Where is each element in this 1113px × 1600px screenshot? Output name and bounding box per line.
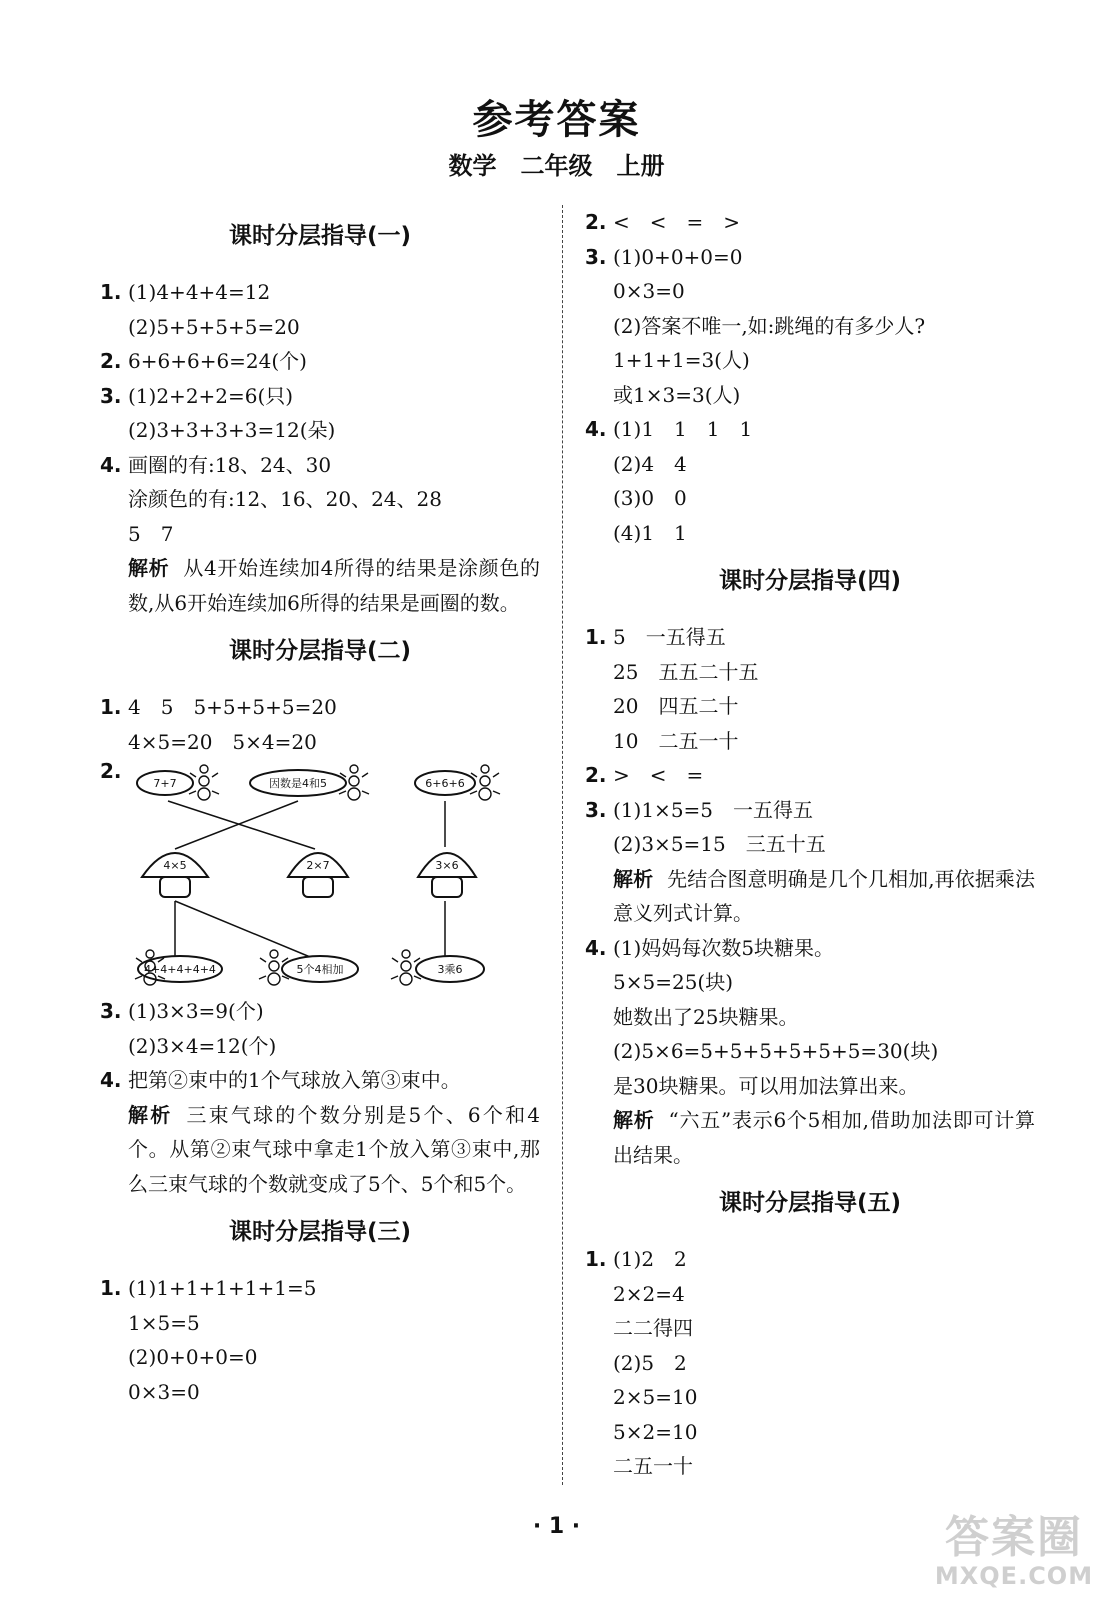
- answer-line: 5×5=25(块): [613, 970, 734, 994]
- answer-line: 涂颜色的有:12、16、20、24、28: [128, 487, 442, 511]
- matching-diagram: [100, 759, 540, 994]
- answer-text: < < = >: [613, 210, 741, 234]
- question-number: 2.: [585, 763, 607, 787]
- answer-line: [585, 758, 1035, 793]
- answer-line: [100, 994, 540, 1029]
- answer-line: 5×2=10: [613, 1419, 698, 1444]
- answer-line: [585, 205, 1035, 240]
- top-label-2: 因数是4和5: [269, 777, 327, 790]
- question-number: 1.: [100, 1276, 122, 1300]
- question-number: 1.: [100, 695, 122, 719]
- question-number: 2.: [100, 349, 122, 373]
- answer-line: [585, 412, 1035, 447]
- question-number: 2.: [100, 759, 122, 783]
- answer-line: (2)0+0+0=0: [128, 1345, 258, 1369]
- watermark-logo: [929, 1514, 1099, 1594]
- mushroom-label-2: 2×7: [306, 859, 330, 872]
- bottom-label-1: 4+4+4+4+4: [144, 963, 216, 976]
- section-title-1: 课时分层指导(一): [228, 223, 412, 249]
- page-title: 参考答案: [472, 97, 641, 143]
- analysis-label: 解析: [613, 866, 654, 891]
- answer-line: (2)5+5+5+5=20: [128, 314, 300, 339]
- answer-text: 把第②束中的1个气球放入第③束中。: [128, 1068, 461, 1092]
- analysis-label: 解析: [128, 1102, 173, 1127]
- answer-line: 或1×3=3(人): [613, 382, 741, 407]
- answer-line: [585, 931, 1035, 966]
- connector-line: [168, 801, 315, 849]
- answer-line: 10 二五一十: [613, 728, 739, 753]
- answer-text: (1)妈妈每次数5块糖果。: [613, 935, 835, 960]
- answer-line: [100, 275, 540, 310]
- question-number: 3.: [100, 383, 122, 408]
- answer-text: (1)1×5=5 一五得五: [613, 797, 814, 822]
- question-number: 4.: [100, 452, 122, 477]
- answer-line: [100, 448, 540, 483]
- section-title-5: 课时分层指导(五): [718, 1190, 902, 1216]
- answer-line: (2)3×4=12(个): [128, 1033, 277, 1058]
- answer-line: (3)0 0: [613, 486, 687, 510]
- question-number: 4.: [100, 1068, 122, 1092]
- answer-line: 她数出了25块糖果。: [613, 1004, 799, 1029]
- answer-line: [100, 1063, 540, 1098]
- answer-line: 4×5=20 5×4=20: [128, 729, 317, 754]
- answer-line: 是30块糖果。可以用加法算出来。: [613, 1073, 919, 1098]
- question-number: 2.: [585, 210, 607, 234]
- analysis-paragraph: [585, 862, 1035, 931]
- analysis-text: 三束气球的个数分别是5个、6个和4个。从第②束气球中拿走1个放入第③束中,那么三束气球的个数就变成了5个、5个和5个。: [128, 1102, 541, 1196]
- answer-line: 1×5=5: [128, 1310, 200, 1335]
- answer-text: (1)0+0+0=0: [613, 244, 743, 269]
- watermark-text: 答案圈: [945, 1512, 1083, 1563]
- analysis-paragraph: [100, 551, 540, 620]
- question-number: 1.: [100, 280, 122, 304]
- answer-line: 2×5=10: [613, 1385, 698, 1409]
- answer-line: (4)1 1: [613, 520, 687, 545]
- question-number: 3.: [100, 999, 122, 1023]
- answer-text: (1)2 2: [613, 1247, 687, 1271]
- answer-text: (1)1 1 1 1: [613, 417, 753, 441]
- answer-line: (2)5×6=5+5+5+5+5+5=30(块): [613, 1039, 939, 1063]
- top-label-3: 6+6+6: [425, 777, 465, 790]
- analysis-paragraph: [585, 1103, 1035, 1172]
- answer-text: 5 一五得五: [613, 625, 726, 649]
- answer-text: 画圈的有:18、24、30: [128, 452, 332, 477]
- answer-text: (1)4+4+4=12: [128, 280, 271, 304]
- answer-line: 25 五五二十五: [613, 659, 759, 684]
- matching-diagram-svg: [100, 759, 540, 994]
- analysis-label: 解析: [613, 1108, 655, 1132]
- answer-text: 4 5 5+5+5+5=20: [128, 695, 337, 719]
- answer-line: (2)3×5=15 三五十五: [613, 832, 826, 856]
- question-number: 4.: [585, 935, 607, 960]
- answer-text: > < =: [613, 763, 704, 787]
- answer-line: [585, 1242, 1035, 1277]
- answer-line: 20 四五二十: [613, 694, 739, 718]
- answer-line: (2)5 2: [613, 1350, 687, 1375]
- mushroom-stem: [303, 877, 333, 897]
- bottom-label-3: 3乘6: [437, 963, 463, 976]
- question-number: 4.: [585, 417, 607, 441]
- connector-line: [175, 801, 298, 849]
- answer-line: [585, 620, 1035, 655]
- answer-line: [100, 690, 540, 725]
- left-column: [100, 205, 540, 1409]
- question-number: 1.: [585, 1247, 607, 1271]
- answer-text: (1)2+2+2=6(只): [128, 383, 294, 408]
- right-column: [585, 205, 1035, 1484]
- answer-text: 6+6+6+6=24(个): [128, 349, 307, 373]
- mushroom-stem: [160, 877, 190, 897]
- page-subtitle: 数学 二年级 上册: [448, 152, 665, 180]
- answer-line: 2×2=4: [613, 1281, 685, 1306]
- answer-line: [100, 344, 540, 379]
- section-title-3: 课时分层指导(三): [228, 1219, 412, 1245]
- top-label-1: 7+7: [153, 777, 177, 790]
- page-number: · 1 ·: [532, 1514, 581, 1539]
- connector-line: [175, 901, 315, 959]
- answer-line: [585, 240, 1035, 275]
- column-divider: [562, 205, 563, 1485]
- answer-line: 二二得四: [613, 1316, 693, 1340]
- watermark-url: MXQE.COM: [934, 1562, 1094, 1590]
- mushroom-stem: [432, 877, 462, 897]
- section-title-2: 课时分层指导(二): [228, 638, 412, 664]
- answer-line: (2)4 4: [613, 451, 687, 476]
- bottom-label-2: 5个4相加: [296, 963, 344, 976]
- analysis-text: 从4开始连续加4所得的结果是涂颜色的数,从6开始连续加6所得的结果是画圈的数。: [128, 556, 541, 615]
- answer-line: 5 7: [128, 521, 174, 546]
- analysis-label: 解析: [128, 556, 170, 580]
- answer-text: (1)3×3=9(个): [128, 999, 264, 1023]
- section-title-4: 课时分层指导(四): [718, 568, 902, 594]
- question-number: 1.: [585, 625, 607, 649]
- analysis-text: 先结合图意明确是几个几相加,再依据乘法意义列式计算。: [613, 866, 1036, 925]
- answer-line: 1+1+1=3(人): [613, 348, 750, 372]
- answer-line: 0×3=0: [613, 279, 685, 303]
- mushroom-label-3: 3×6: [435, 859, 459, 872]
- answer-line: 0×3=0: [128, 1379, 200, 1404]
- analysis-paragraph: [100, 1098, 540, 1202]
- question-number: 3.: [585, 244, 607, 269]
- question-number: 3.: [585, 797, 607, 822]
- answer-line: [100, 1271, 540, 1306]
- answer-line: [585, 793, 1035, 828]
- answer-line: 二五一十: [613, 1454, 693, 1478]
- answer-line: [100, 379, 540, 414]
- answer-line: (2)3+3+3+3=12(朵): [128, 418, 336, 442]
- analysis-text: “六五”表示6个5相加,借助加法即可计算出结果。: [613, 1108, 1035, 1167]
- answer-line: (2)答案不唯一,如:跳绳的有多少人?: [613, 313, 926, 338]
- mushroom-label-1: 4×5: [163, 859, 187, 872]
- answer-text: (1)1+1+1+1+1=5: [128, 1276, 317, 1300]
